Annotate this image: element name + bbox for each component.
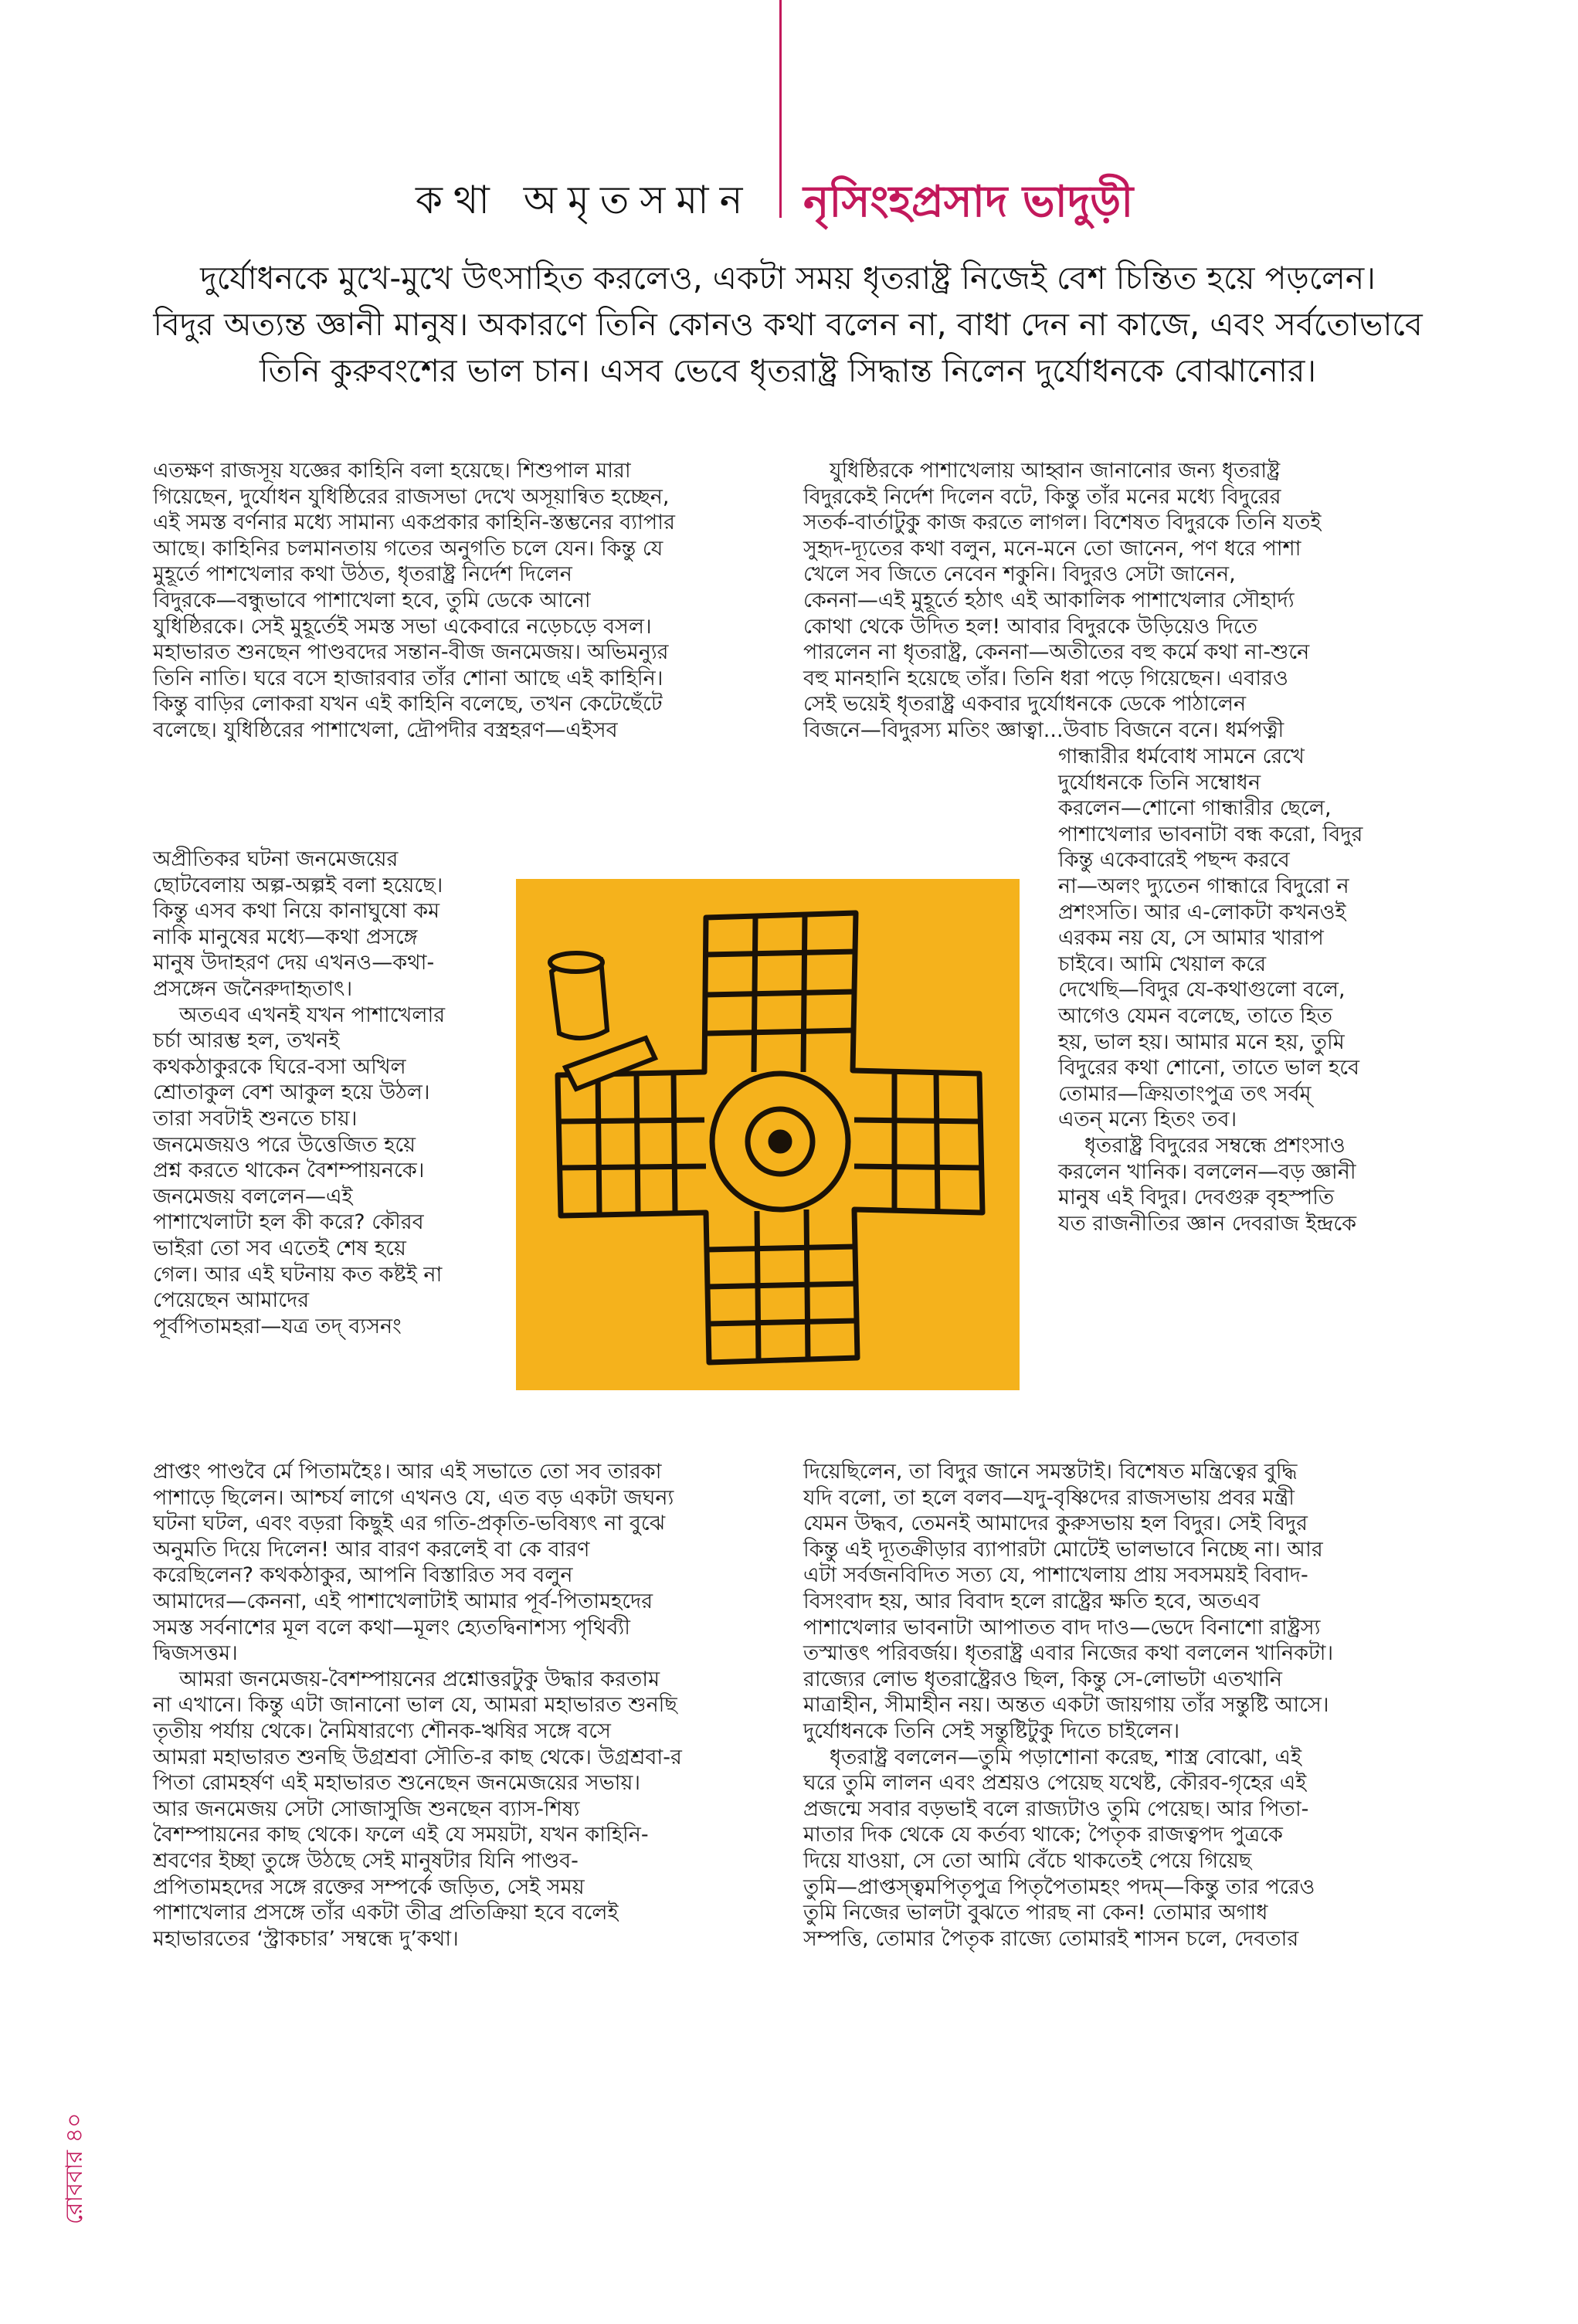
text-line: আমরা জনমেজয়-বৈশম্পায়নের প্রশ্নোত্তরটুকু উদ্ধার করতাম — [179, 1667, 660, 1691]
lead-line: দুর্যোধনকে মুখে-মুখে উৎসাহিত করলেও, একটা সময় ধৃতরাষ্ট্র নিজেই বেশ চিন্তিত হয়ে পড়লেন। — [200, 260, 1376, 297]
text-line: জনমেজয় বললেন—এই — [153, 1184, 353, 1209]
text-line: চাইবে। আমি খেয়াল করে — [1058, 952, 1267, 976]
folio-text: রোববার ৪০ — [61, 2112, 88, 2224]
text-line: পারলেন না ধৃতরাষ্ট্র, কেননা—অতীতের বহু কর্মে কথা না-শুনে — [803, 640, 1310, 665]
pasha-board-illustration — [516, 879, 1020, 1390]
pasha-board-icon — [516, 879, 1020, 1390]
text-line: প্রজন্মে সবার বড়ভাই বলে রাজ্যটাও তুমি পেয়েছ। আর পিতা- — [803, 1796, 1309, 1821]
text-line: বিদুরকেই নির্দেশ দিলেন বটে, কিন্তু তাঁর মনের মধ্যে বিদুরের — [803, 484, 1281, 509]
text-line: নাকি মানুষের মধ্যে—কথা প্রসঙ্গে — [153, 925, 418, 949]
text-line: যুধিষ্ঠিরকে পাশাখেলায় আহ্বান জানানোর জন্য ধৃতরাষ্ট্র — [830, 459, 1281, 483]
text-line: বলেছে। যুধিষ্ঠিরের পাশাখেলা, দ্রৌপদীর বস্ত্রহরণ—এইসব — [153, 718, 618, 742]
text-line: ধৃতরাষ্ট্র বিদুরের সম্বন্ধে প্রশংসাও — [1084, 1133, 1346, 1158]
right-column-top — [803, 458, 1321, 744]
text-line: সুহৃদ-দ্যূতের কথা বলুন, মনে-মনে তো জানেন, পণ ধরে পাশা — [803, 536, 1301, 561]
text-line: সতর্ক-বার্তাটুকু কাজ করতে লাগল। বিশেষত বিদুরকে তিনি যতই — [803, 511, 1322, 535]
text-line: তোমার—ক্রিয়তাংপুত্র তৎ সর্বম্ — [1058, 1081, 1312, 1106]
text-line: পাশাখেলার প্রসঙ্গে তাঁর একটা তীব্র প্রতিক্রিয়া হবে বলেই — [153, 1901, 619, 1925]
text-line: দ্বিজসত্তম। — [153, 1641, 238, 1666]
text-line: মাত্রাহীন, সীমাহীন নয়। অন্তত একটা জায়গায় তাঁর সন্তুষ্টি আসে। — [803, 1693, 1329, 1718]
text-line: আগেও যেমন বলেছে, তাতে হিত — [1058, 1003, 1333, 1028]
text-line: যুধিষ্ঠিরকে। সেই মুহূর্তেই সমস্ত সভা একেবারে নড়েচড়ে বসল। — [153, 614, 652, 639]
text-line: কথকঠাকুরকে ঘিরে-বসা অখিল — [153, 1054, 406, 1079]
author-name: নৃসিংহপ্রসাদ ভাদুড়ী — [803, 177, 1134, 227]
text-line: যদি বলো, তা হলে বলব—যদু-বৃষ্ণিদের রাজসভায় প্রবর মন্ত্রী — [803, 1485, 1295, 1510]
text-line: অতএব এখনই যখন পাশাখেলার — [179, 1003, 446, 1027]
lead-paragraph — [147, 255, 1429, 394]
text-line: মানুষ উদাহরণ দেয় এখনও—কথা- — [153, 951, 435, 975]
text-line: ভাইরা তো সব এতেই শেষ হয়ে — [153, 1236, 406, 1260]
text-line: ছোটবেলায় অল্প-অল্পই বলা হয়েছে। — [153, 873, 443, 897]
text-line: করেছিলেন? কথকঠাকুর, আপনি বিস্তারিত সব বলুন — [153, 1563, 573, 1588]
left-column-narrow — [153, 846, 445, 1339]
text-line: মানুষ এই বিদুর। দেবগুরু বৃহস্পতি — [1058, 1186, 1335, 1210]
text-line: দিয়েছিলেন, তা বিদুর জানে সমস্তটাই। বিশেষত মন্ত্রিত্বের বুদ্ধি — [803, 1460, 1298, 1484]
text-line: বৈশম্পায়নের কাছ থেকে। ফলে এই যে সময়টা, যখন কাহিনি- — [153, 1823, 649, 1847]
text-line: মহাভারত শুনছেন পাণ্ডবদের সন্তান-বীজ জনমেজয়। অভিমন্যুর — [153, 640, 669, 665]
page-folio — [56, 2070, 88, 2224]
left-column-top — [153, 458, 675, 744]
text-line: এই সমস্ত বর্ণনার মধ্যে সামান্য একপ্রকার কাহিনি-স্তম্ভনের ব্যাপার — [153, 511, 675, 535]
left-column-bottom — [153, 1459, 682, 1952]
text-line: পাশাখেলাটা হল কী করে? কৌরব — [153, 1210, 424, 1235]
text-line: যেমন উদ্ধব, তেমনই আমাদের কুরুসভায় হল বিদুর। সেই বিদুর — [803, 1511, 1308, 1536]
text-line: শ্রবণের ইচ্ছা তুঙ্গে উঠছে সেই মানুষটার যিনি পাণ্ডব- — [153, 1848, 579, 1873]
text-line: ঘরে তুমি লালন এবং প্রশ্রয়ও পেয়েছ যথেষ্ট, কৌরব-গৃহের এই — [803, 1771, 1307, 1796]
text-line: করলেন—শোনো গান্ধারীর ছেলে, — [1058, 796, 1332, 821]
text-line: গান্ধারীর ধর্মবোধ সামনে রেখে — [1058, 745, 1305, 768]
text-line: হয়, ভাল হয়। আমার মনে হয়, তুমি — [1058, 1030, 1345, 1054]
lead-line: বিদুর অত্যন্ত জ্ঞানী মানুষ। অকারণে তিনি কোনও কথা বলেন না, বাধা দেন না কাজে, এবং সর্বতোভাবে — [153, 306, 1423, 343]
text-line: তিনি নাতি। ঘরে বসে হাজারবার তাঁর শোনা আছে এই কাহিনি। — [153, 666, 663, 690]
text-line: আমরা মহাভারত শুনছি উগ্রশ্রবা সৌতি-র কাছ থেকে। উগ্রশ্রবা-র — [153, 1745, 682, 1769]
text-line: প্রাপ্তং পাণ্ডবৈ র্মে পিতামহৈঃ। আর এই সভাতে তো সব তারকা — [153, 1460, 662, 1484]
text-line: প্রসঙ্গেন জনৈরুদাহৃতাৎ। — [153, 976, 353, 1001]
text-line: যত রাজনীতির জ্ঞান দেবরাজ ইন্দ্রকে — [1058, 1211, 1357, 1236]
text-line: পূর্বপিতামহরা—যত্র তদ্ ব্যসনং — [153, 1314, 402, 1338]
text-line: ঘটনা ঘটল, এবং বড়রা কিছুই এর গতি-প্রকৃতি-ভবিষ্যৎ না বুঝে — [153, 1511, 666, 1536]
text-line: প্রপিতামহদের সঙ্গে রক্তের সম্পর্কে জড়িত, সেই সময় — [153, 1874, 585, 1899]
text-line: অনুমতি দিয়ে দিলেন! আর বারণ করলেই বা কে বারণ — [153, 1537, 590, 1562]
text-line: প্রশংসতি। আর এ-লোকটা কখনওই — [1058, 900, 1346, 925]
series-title: কথা অমৃতসমান — [416, 178, 754, 222]
header-divider — [779, 0, 782, 218]
text-line: বিদুরকে—বন্ধুভাবে পাশাখেলা হবে, তুমি ডেকে আনো — [153, 588, 591, 612]
text-line: তস্মাত্তৎ পরিবর্জয়। ধৃতরাষ্ট্র এবার নিজের কথা বললেন খানিকটা। — [803, 1641, 1334, 1666]
text-line: এটা সর্বজনবিদিত সত্য যে, পাশাখেলায় প্রায় সবসময়ই বিবাদ- — [803, 1563, 1308, 1588]
text-line: কেননা—এই মুহূর্তে হঠাৎ এই আকালিক পাশাখেলার সৌহার্দ্য — [803, 588, 1295, 612]
text-line: সমস্ত সর্বনাশের মূল বলে কথা—মূলং হ্যেতদ্বিনাশস্য পৃথিব্যী — [153, 1615, 630, 1640]
text-line: পেয়েছেন আমাদের — [153, 1288, 310, 1313]
text-line: এরকম নয় যে, সে আমার খারাপ — [1058, 926, 1324, 951]
text-line: দেখেছি—বিদুর যে-কথাগুলো বলে, — [1058, 978, 1346, 1003]
text-line: তুমি—প্রাপ্তস্ত্বমপিতৃপুত্র পিতৃপৈতামহং পদম্—কিন্তু তার পরেও — [803, 1874, 1315, 1899]
text-line: না—অলং দ্যুতেন গান্ধারে বিদুরো ন — [1058, 874, 1349, 898]
text-line: মহাভারতের ‘স্ট্রাকচার’ সম্বন্ধে দু’কথা। — [153, 1926, 459, 1951]
text-line: তৃতীয় পর্যায় থেকে। নৈমিষারণ্যে শৌনক-ঋষির সঙ্গে বসে — [153, 1718, 611, 1743]
lead-line: তিনি কুরুবংশের ভাল চান। এসব ভেবে ধৃতরাষ্ট্র সিদ্ধান্ত নিলেন দুর্যোধনকে বোঝানোর। — [259, 352, 1317, 389]
text-line: দিয়ে যাওয়া, সে তো আমি বেঁচে থাকতেই পেয়ে গিয়েছ — [803, 1848, 1252, 1873]
text-line: রাজ্যের লোভ ধৃতরাষ্ট্রেরও ছিল, কিন্তু সে-লোভটা এতখানি — [803, 1667, 1283, 1691]
text-line: মুহূর্তে পাশখেলার কথা উঠত, ধৃতরাষ্ট্র নির্দেশ দিলেন — [153, 562, 572, 587]
text-line: অপ্রীতিকর ঘটনা জনমেজয়ের — [153, 847, 399, 871]
text-line: বহু মানহানি হয়েছে তাঁর। তিনি ধরা পড়ে গিয়েছেন। এবারও — [803, 666, 1288, 690]
text-line: আমাদের—কেননা, এই পাশাখেলাটাই আমার পূর্ব-পিতামহদের — [153, 1589, 653, 1613]
text-line: খেলে সব জিতে নেবেন শকুনি। বিদুরও সেটা জানেন, — [803, 562, 1236, 587]
text-line: বিদুরের কথা শোনো, তাতে ভাল হবে — [1058, 1056, 1360, 1081]
text-line: কিন্তু এসব কথা নিয়ে কানাঘুষো কম — [153, 899, 440, 924]
text-line: আছে। কাহিনির চলমানতায় গতের অনুগতি চলে যেন। কিন্তু যে — [153, 536, 663, 561]
text-line: পিতা রোমহর্ষণ এই মহাভারত শুনেছেন জনমেজয়ের সভায়। — [153, 1771, 641, 1796]
text-line: কিন্তু একেবারেই পছন্দ করবে — [1058, 848, 1290, 873]
text-line: বিজনে—বিদুরস্য মতিং জ্ঞাত্বা...উবাচ বিজনে বনে। ধর্মপত্নী — [803, 718, 1284, 742]
text-line: তারা সবটাই শুনতে চায়। — [153, 1106, 358, 1131]
text-line: পাশাখেলার ভাবনাটা বন্ধ করো, বিদুর — [1058, 822, 1363, 846]
text-line: সেই ভয়েই ধৃতরাষ্ট্র একবার দুর্যোধনকে ডেকে পাঠালেন — [803, 692, 1247, 717]
text-line: ধৃতরাষ্ট্র বললেন—তুমি পড়াশোনা করেছ, শাস্ত্র বোঝো, এই — [830, 1745, 1302, 1769]
text-line: সম্পত্তি, তোমার পৈতৃক রাজ্যে তোমারই শাসন চলে, দেবতার — [803, 1926, 1299, 1951]
text-line: শ্রোতাকুল বেশ আকুল হয়ে উঠল। — [153, 1081, 430, 1105]
text-line: দুর্যোধনকে তিনি সেই সন্তুষ্টিটুকু দিতে চাইলেন। — [803, 1718, 1180, 1743]
text-line: পাশাখেলার ভাবনাটা আপাতত বাদ দাও—ভেদে বিনাশো রাষ্ট্রস্য — [803, 1615, 1321, 1640]
text-line: বিসংবাদ হয়, আর বিবাদ হলে রাষ্ট্রের ক্ষতি হবে, অতএব — [803, 1589, 1261, 1613]
text-line: না এখানে। কিন্তু এটা জানানো ভাল যে, আমরা মহাভারত শুনছি — [153, 1693, 677, 1718]
text-line: মাতার দিক থেকে যে কর্তব্য থাকে; পৈতৃক রাজত্বপদ পুত্রকে — [803, 1823, 1283, 1847]
right-column-bottom — [803, 1459, 1333, 1952]
text-line: এতক্ষণ রাজসূয় যজ্ঞের কাহিনি বলা হয়েছে। শিশুপাল মারা — [153, 459, 631, 483]
text-line: পাশাড়ে ছিলেন। আশ্চর্য লাগে এখনও যে, এত বড় একটা জঘন্য — [153, 1485, 674, 1510]
text-line: কোথা থেকে উদিত হল! আবার বিদুরকে উড়িয়েও দিতে — [803, 614, 1257, 639]
text-line: গিয়েছেন, দুর্যোধন যুধিষ্ঠিরের রাজসভা দেখে অসূয়ান্বিত হচ্ছেন, — [153, 484, 670, 509]
text-line: আর জনমেজয় সেটা সোজাসুজি শুনছেন ব্যাস-শিষ্য — [153, 1796, 580, 1821]
text-line: চর্চা আরম্ভ হল, তখনই — [153, 1029, 340, 1053]
text-line: এতন্ মন্যে হিতং তব। — [1058, 1108, 1237, 1132]
text-line: দুর্যোধনকে তিনি সম্বোধন — [1058, 770, 1261, 795]
text-line: কিন্তু এই দ্যূতক্রীড়ার ব্যাপারটা মোটেই ভালভাবে নিচ্ছে না। আর — [803, 1537, 1323, 1562]
text-line: গেল। আর এই ঘটনায় কত কষ্টই না — [153, 1262, 443, 1287]
text-line: তুমি নিজের ভালটা বুঝতে পারছ না কেন! তোমার অগাধ — [803, 1901, 1268, 1925]
text-line: জনমেজয়ও পরে উত্তেজিত হয়ে — [153, 1132, 416, 1157]
text-line: প্রশ্ন করতে থাকেন বৈশম্পায়নকে। — [153, 1159, 425, 1183]
text-line: কিন্তু বাড়ির লোকরা যখন এই কাহিনি বলেছে, তখন কেটেছেঁটে — [153, 692, 663, 717]
right-column-narrow — [1058, 744, 1363, 1237]
text-line: করলেন খানিক। বললেন—বড় জ্ঞানী — [1058, 1159, 1356, 1184]
